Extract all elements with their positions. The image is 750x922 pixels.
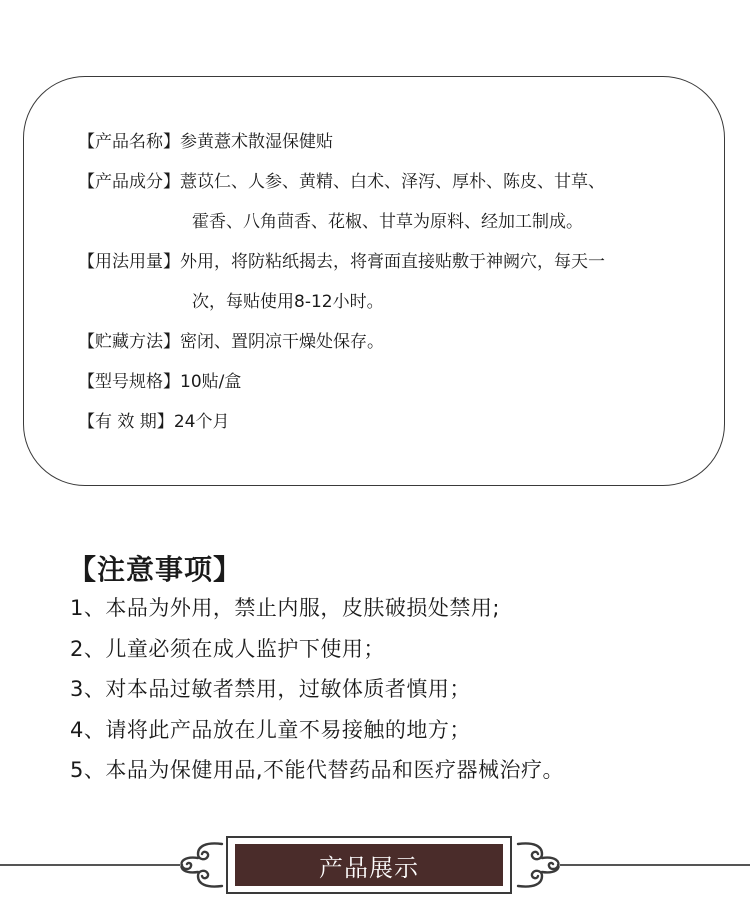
notice-list — [70, 588, 564, 791]
info-value: 参黄薏术散湿保健贴 — [180, 132, 333, 152]
info-value: 外用，将防粘纸揭去，将膏面直接贴敷于神阙穴，每天一 — [180, 252, 605, 272]
info-label: 【产品成分】 — [78, 172, 180, 192]
info-value: 薏苡仁、人参、黄精、白术、泽泻、厚朴、陈皮、甘草、 — [180, 172, 605, 192]
notice-title: 【注意事项】 — [68, 553, 243, 586]
info-label: 【贮藏方法】 — [78, 332, 180, 352]
divider-line-left — [0, 864, 180, 866]
notice-item: 1、本品为外用，禁止内服，皮肤破损处禁用; — [70, 596, 500, 620]
info-value-continuation: 霍香、八角茴香、花椒、甘草为原料、经加工制成。 — [192, 212, 583, 232]
info-row-ingredients — [78, 162, 605, 202]
notice-item: 2、儿童必须在成人监护下使用； — [70, 636, 385, 661]
info-label: 【型号规格】 — [78, 372, 180, 392]
section-banner-label: 产品展示 — [319, 853, 419, 882]
cloud-scroll-icon — [514, 836, 564, 894]
info-label: 【用法用量】 — [78, 252, 180, 272]
info-row-usage — [78, 242, 605, 282]
info-value: 24个月 — [173, 412, 230, 432]
divider-line-right — [560, 864, 750, 866]
notice-item: 3、对本品过敏者禁用，过敏体质者慎用； — [70, 677, 471, 701]
info-row-name — [78, 122, 333, 162]
info-value-continuation: 次，每贴使用8-12小时。 — [192, 292, 384, 312]
notice-item: 4、请将此产品放在儿童不易接触的地方； — [70, 717, 471, 742]
section-banner — [226, 836, 512, 894]
info-row-spec — [78, 362, 241, 402]
info-value: 密闭、置阴凉干燥处保存。 — [180, 332, 384, 352]
info-row-validity — [78, 402, 229, 442]
section-banner-fill — [235, 844, 503, 886]
cloud-scroll-icon — [176, 836, 226, 894]
info-label: 【产品名称】 — [78, 132, 180, 152]
info-row-storage — [78, 322, 384, 362]
notice-item: 5、本品为保健用品,不能代替药品和医疗器械治疗。 — [70, 758, 565, 782]
info-value: 10贴/盒 — [180, 372, 242, 392]
info-label: 【有 效 期】 — [78, 412, 174, 432]
